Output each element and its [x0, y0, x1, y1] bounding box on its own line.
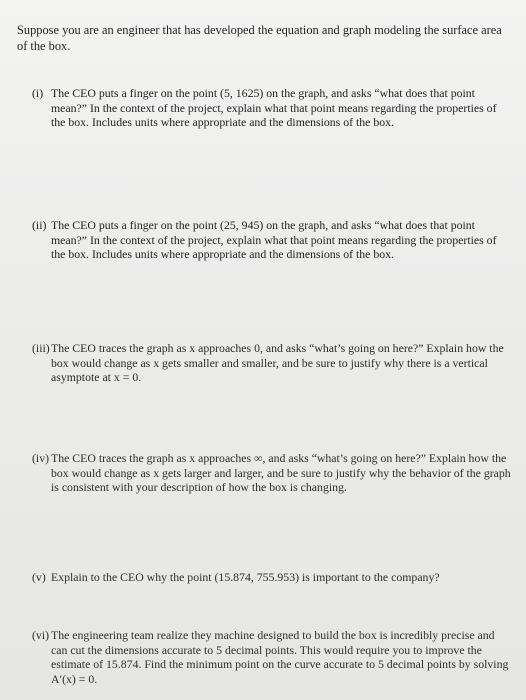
intro-paragraph: Suppose you are an engineer that has developed the equation and graph modeling the surface area of the box.: [17, 23, 502, 53]
question-number: (ii): [32, 218, 47, 232]
question-v: [32, 570, 512, 585]
question-number: (iii): [32, 341, 50, 355]
question-text: The engineering team realize they machine designed to build the box is incredibly precise and can cut the dimensions accurate to 5 decimal points. This would require you to improve the estimate of 15.874. Find the minimum point on the curve accurate to 5 decimal points by solving A′(x) = 0.: [51, 628, 509, 686]
question-text: The CEO traces the graph as x approaches ∞, and asks “what’s going on here?” Explain how the box would change as x gets larger and larger, and be sure to justify why the behavior of the graph is consistent with your description of how the box is changing.: [51, 451, 511, 495]
question-ii: [32, 218, 512, 262]
question-number: (i): [32, 86, 44, 100]
question-iii: [32, 341, 512, 385]
question-text: The CEO puts a finger on the point (5, 1625) on the graph, and asks “what does that point mean?” In the context of the project, explain what that point means regarding the properties of the box. Includes units where appropriate and the dimensions of the box.: [51, 86, 497, 130]
question-text: The CEO puts a finger on the point (25, 945) on the graph, and asks “what does that point mean?” In the context of the project, explain what that point means regarding the properties of the box. Includes units where appropriate and the dimensions of the box.: [51, 218, 497, 262]
question-number: (v): [32, 570, 46, 584]
question-number: (vi): [32, 628, 50, 642]
question-text: The CEO traces the graph as x approaches 0, and asks “what’s going on here?” Explain how the box would change as x gets smaller and smaller, and be sure to justify why there is a vertical asymptote at x = 0.: [51, 341, 504, 385]
question-text: Explain to the CEO why the point (15.874, 755.953) is important to the company?: [51, 570, 440, 584]
question-number: (iv): [32, 451, 50, 465]
question-vi: [32, 628, 512, 686]
question-iv: [32, 451, 512, 495]
question-i: [32, 86, 512, 130]
